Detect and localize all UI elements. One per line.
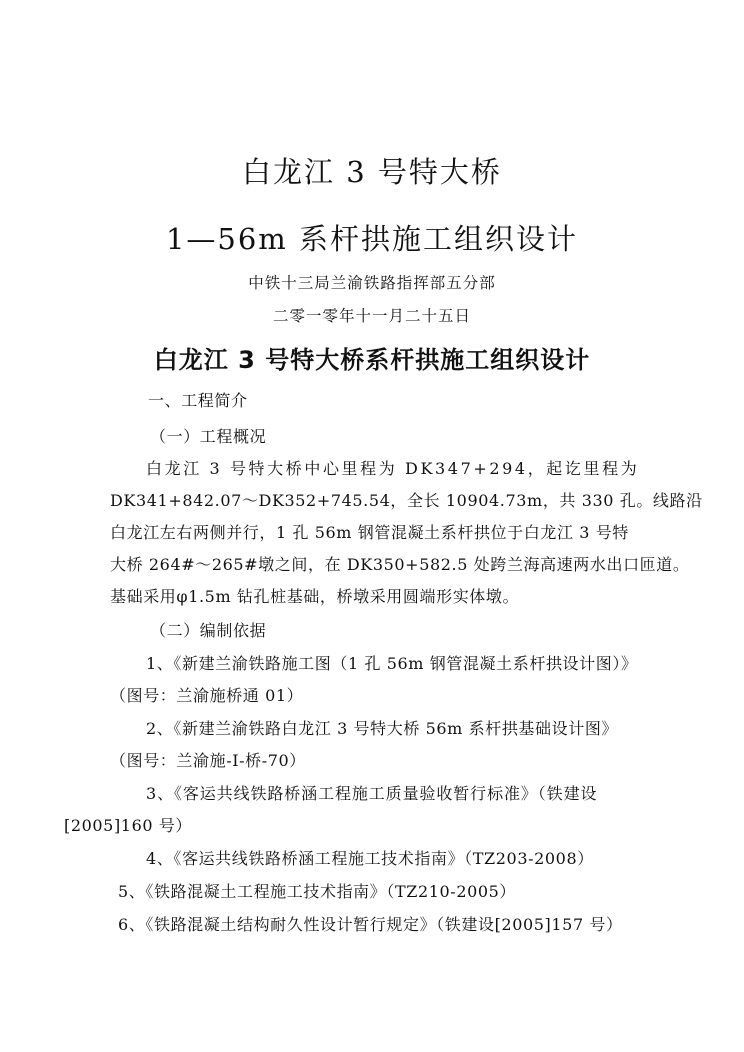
- reference-item: 1、《新建兰渝铁路施工图（1 孔 56m 钢管混凝土系杆拱设计图）》: [146, 654, 638, 673]
- cover-date: 二零一零年十一月二十五日: [272, 307, 471, 325]
- reference-item: 2、《新建兰渝铁路白龙江 3 号特大桥 56m 系杆拱基础设计图》: [146, 719, 619, 738]
- overview-line: 白龙江 3 号特大桥中心里程为 DK347+294，起讫里程为: [146, 459, 640, 478]
- document-heading: 白龙江 3 号特大桥系杆拱施工组织设计: [153, 346, 591, 374]
- reference-item: 4、《客运共线铁路桥涵工程施工技术指南》（TZ203-2008）: [146, 849, 594, 868]
- reference-item: 3、《客运共线铁路桥涵工程施工质量验收暂行标准》（铁建设: [146, 784, 598, 803]
- cover-organization: 中铁十三局兰渝铁路指挥部五分部: [248, 274, 496, 292]
- subsection-title-general: （一）工程概况: [150, 427, 267, 446]
- cover-title-line2: 1—56m 系杆拱施工组织设计: [165, 222, 579, 256]
- overview-line: 基础采用φ1.5m 钻孔桩基础，桥墩采用圆端形实体墩。: [110, 587, 520, 606]
- reference-item-continuation: （图号：兰渝施-I-桥-70）: [110, 751, 306, 770]
- section-title-project-overview: 一、工程简介: [148, 391, 248, 410]
- reference-item-continuation: （图号：兰渝施桥通 01）: [110, 686, 304, 705]
- reference-item: 6、《铁路混凝土结构耐久性设计暂行规定》（铁建设[2005]157 号）: [118, 915, 623, 934]
- reference-item: 5、《铁路混凝土工程施工技术指南》（TZ210-2005）: [118, 882, 517, 901]
- overview-line: DK341+842.07～DK352+745.54，全长 10904.73m，共 330 孔。线路沿: [110, 491, 703, 510]
- overview-line: 白龙江左右两侧并行，1 孔 56m 钢管混凝土系杆拱位于白龙江 3 号特: [110, 523, 629, 542]
- reference-item-continuation: [2005]160 号）: [64, 816, 193, 835]
- subsection-title-basis: （二）编制依据: [150, 621, 267, 640]
- overview-line: 大桥 264#～265#墩之间，在 DK350+582.5 处跨兰海高速两水出口匝道。: [110, 555, 690, 574]
- cover-title-line1: 白龙江 3 号特大桥: [242, 155, 502, 189]
